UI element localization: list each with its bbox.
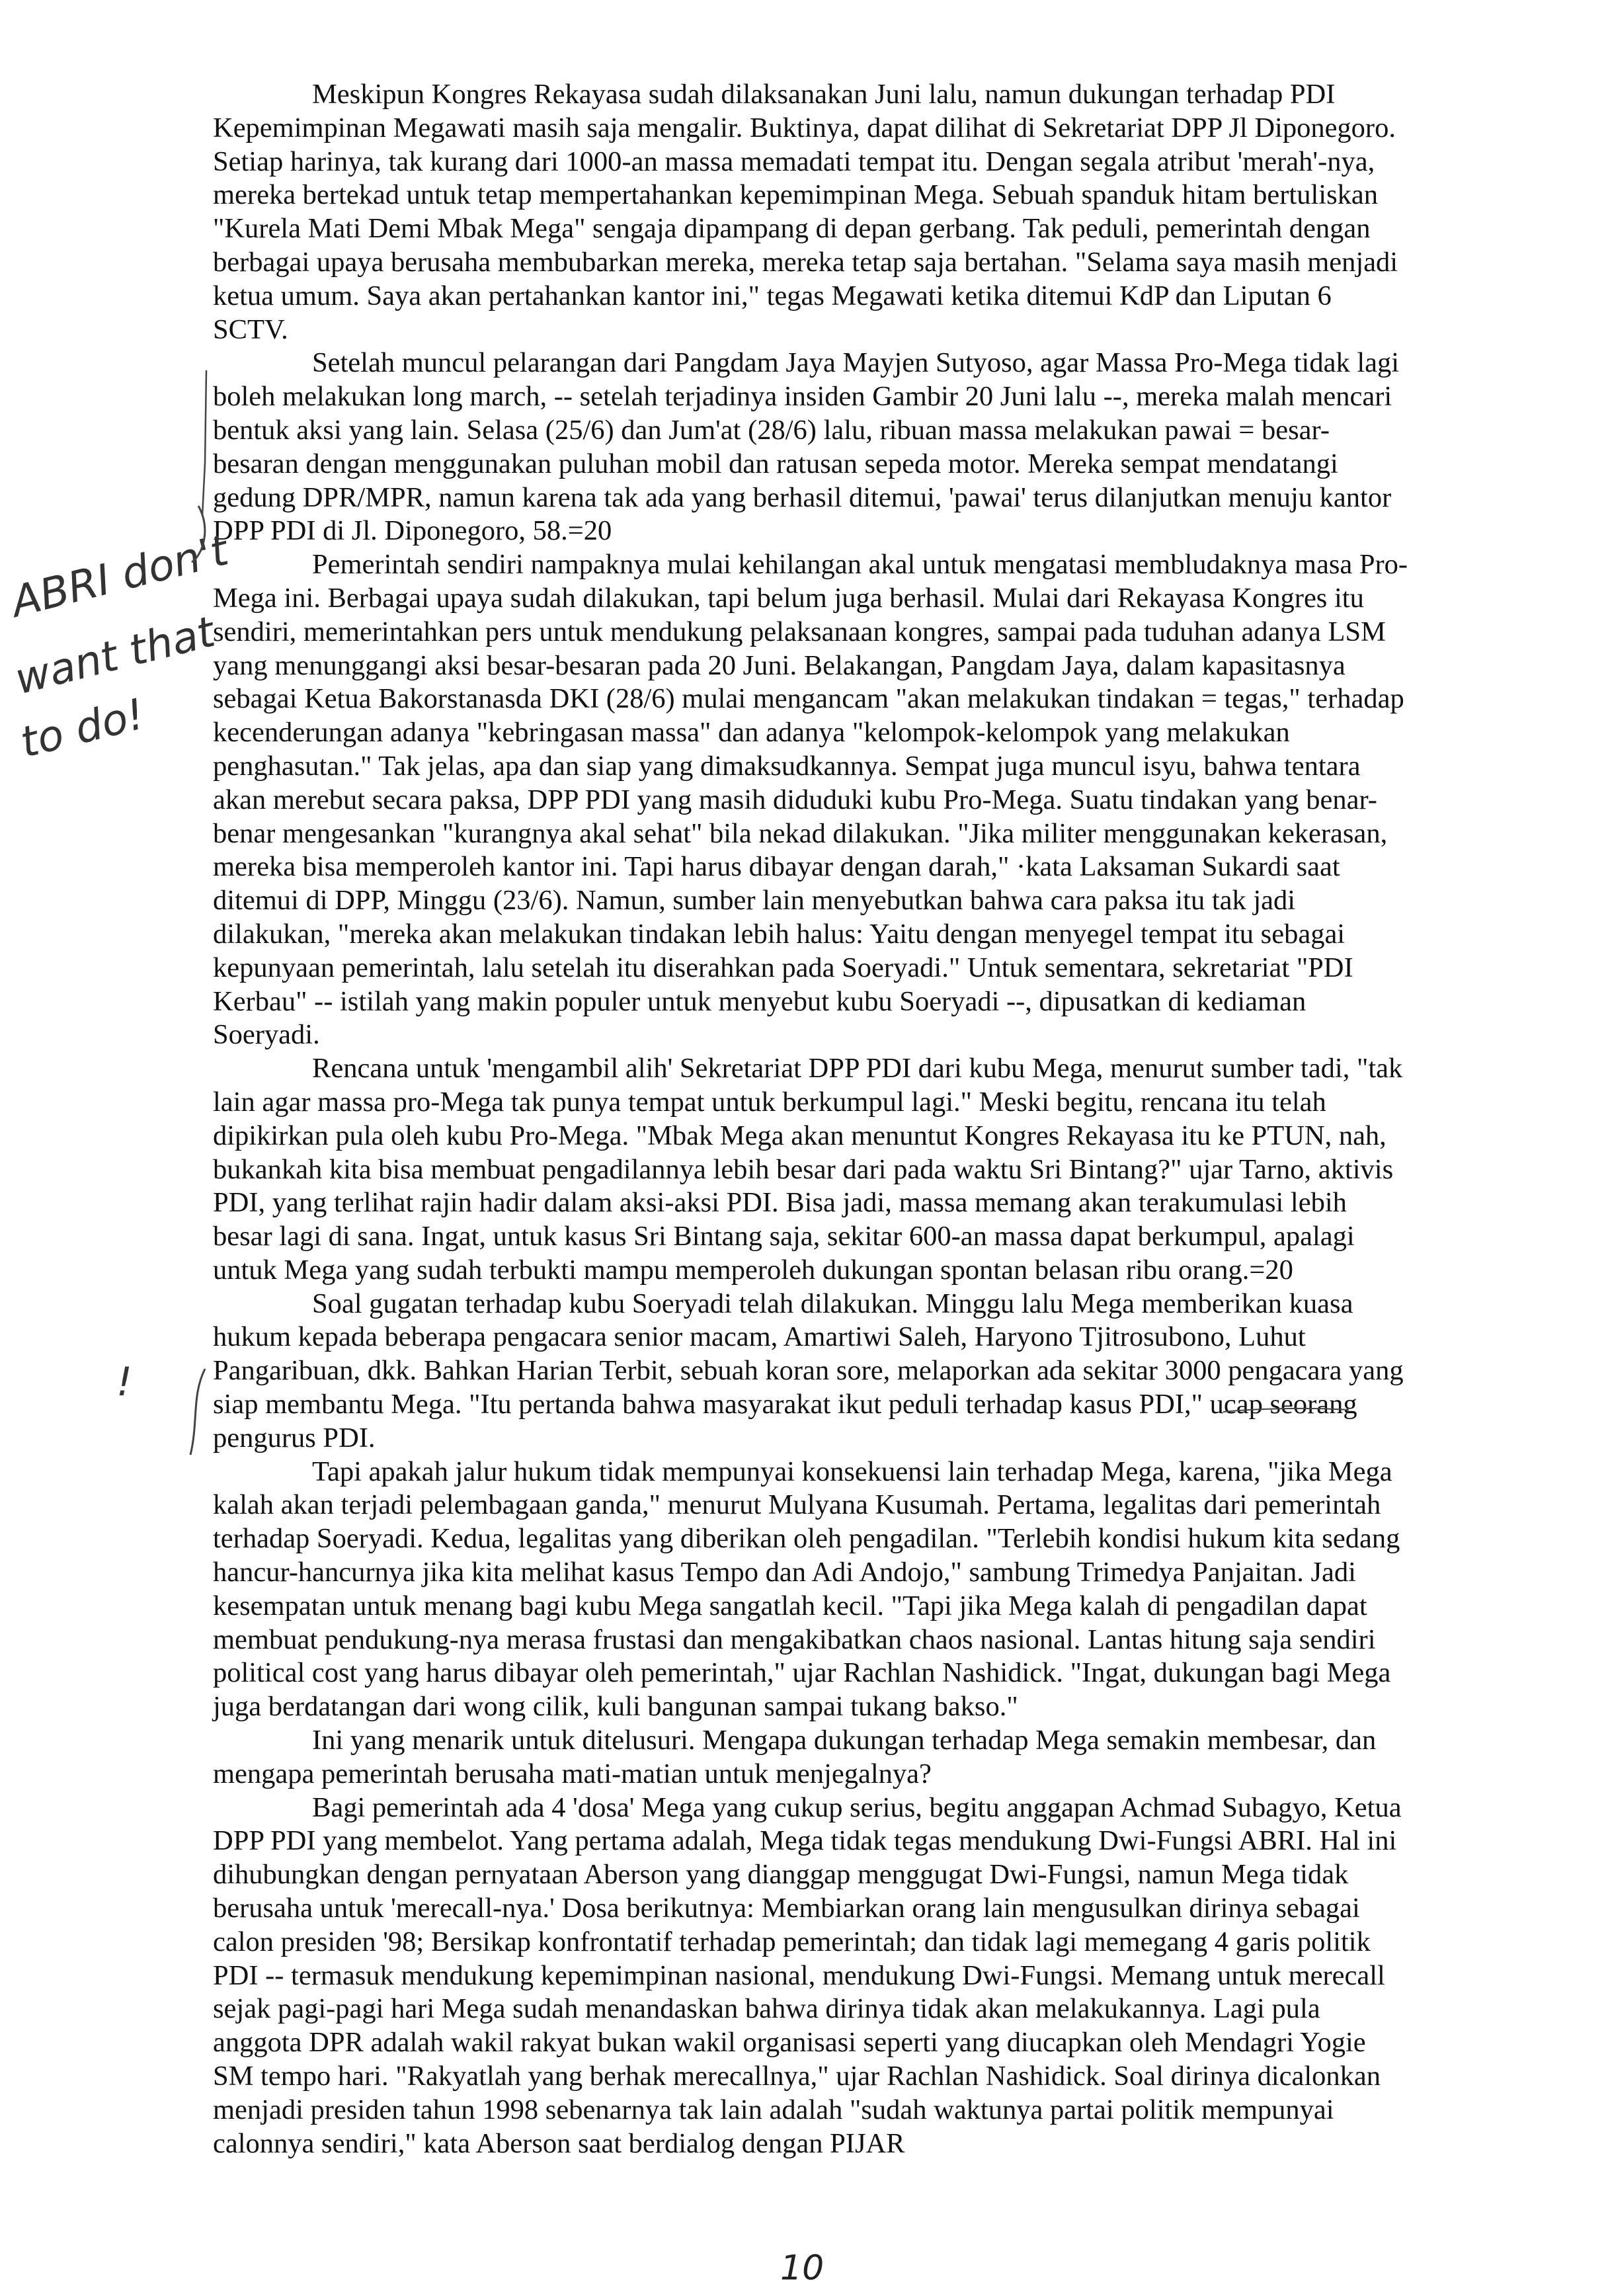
handwritten-note-line-2: want that (10, 607, 220, 705)
paragraph-4: Rencana untuk 'mengambil alih' Sekretariat DPP PDI dari kubu Mega, menurut sumber tadi, "tak lain agar massa pro-Mega tak punya tempat untuk berkumpul lagi." Meski begitu, rencana itu telah dipikirkan pula oleh kubu Pro-Mega. "Mbak Mega akan menuntut Kongres Rekayasa itu ke PTUN, nah, bukankah kita bisa membuat pengadilannya lebih besar dari pada waktu Sri Bintang?" ujar Tarno, aktivis PDI, yang terlihat rajin hadir dalam aksi-aksi PDI. Bisa jadi, massa memang akan terakumulasi lebih besar lagi di sana. Ingat, untuk kasus Sri Bintang saja, sekitar 600-an massa dapat berkumpul, apalagi untuk Mega yang sudah terbukti mampu memperoleh dukungan spontan belasan ribu orang.=20 (213, 1053, 1403, 1286)
paragraph-1: Meskipun Kongres Rekayasa sudah dilaksanakan Juni lalu, namun dukungan terhadap PDI Kepemimpinan Megawati masih saja mengalir. Buktinya, dapat dilihat di Sekretariat DPP Jl Diponegoro. Setiap harinya, tak kurang dari 1000-an massa memadati tempat itu. Dengan segala atribut 'merah'-nya, mereka bertekad untuk tetap mempertahankan kepemimpinan Mega. Sebuah spanduk hitam bertuliskan "Kurela Mati Demi Mbak Mega" sengaja dipampang di depan gerbang. Tak peduli, pemerintah dengan berbagai upaya berusaha membubarkan mereka, mereka tetap saja bertahan. "Selama saya masih menjadi ketua umum. Saya akan pertahankan kantor ini," tegas Megawati ketika ditemui KdP dan Liputan 6 SCTV. (213, 79, 1398, 345)
paragraph-5: Soal gugatan terhadap kubu Soeryadi telah dilakukan. Minggu lalu Mega memberikan kuasa hukum kepada beberapa pengacara senior macam, Amartiwi Saleh, Haryono Tjitrosubono, Luhut Pangaribuan, dkk. Bahkan Harian Terbit, sebuah koran sore, melaporkan ada sekitar 3000 pengacara yang siap membantu Mega. "Itu pertanda bahwa masyarakat ikut peduli terhadap kasus PDI," ucap seorang pengurus PDI. (213, 1288, 1404, 1454)
margin-bracket-curl (192, 506, 205, 562)
paragraph-2: Setelah muncul pelarangan dari Pangdam Jaya Mayjen Sutyoso, agar Massa Pro-Mega tidak lagi boleh melakukan long march, -- setelah terjadinya insiden Gambir 20 Juni lalu --, mereka malah mencari bentuk aksi yang lain. Selasa (25/6) dan Jum'at (28/6) lalu, ribuan massa melakukan pawai = besar-besaran dengan menggunakan puluhan mobil dan ratusan sepeda motor. Mereka sempat mendatangi gedung DPR/MPR, namun karena tak ada yang berhasil ditemui, 'pawai' terus dilanjutkan menuju kantor DPP PDI di Jl. Diponegoro, 58.=20 (213, 347, 1400, 547)
page-number: 10 (780, 2248, 824, 2288)
margin-exclamation: ! (116, 1359, 133, 1405)
handwritten-note-line-1: ABRI don't (7, 526, 233, 628)
paragraph-8: Bagi pemerintah ada 4 'dosa' Mega yang cukup serius, begitu anggapan Achmad Subagyo, Ketua DPP PDI yang membelot. Yang pertama adalah, Mega tidak tegas mendukung Dwi-Fungsi ABRI. Hal ini dihubungkan dengan pernyataan Aberson yang dianggap menggugat Dwi-Fungsi, namun Mega tidak berusaha untuk 'merecall-nya.' Dosa berikutnya: Membiarkan orang lain mengusulkan dirinya sebagai calon presiden '98; Bersikap konfrontatif terhadap pemerintah; dan tidak lagi memegang 4 garis politik PDI -- termasuk mendukung kepemimpinan nasional, mendukung Dwi-Fungsi. Memang untuk merecall sejak pagi-pagi hari Mega sudah menandaskan bahwa dirinya tidak akan melakukannya. Lagi pula anggota DPR adalah wakil rakyat bukan wakil organisasi seperti yang diucapkan oleh Mendagri Yogie SM tempo hari. "Rakyatlah yang berhak merecallnya," ujar Rachlan Nashidick. Soal dirinya dicalonkan menjadi presiden tahun 1998 sebenarnya tak lain adalah "sudah waktunya partai politik mempunyai calonnya sendiri," kata Aberson saat berdialog dengan PIJAR (213, 1791, 1402, 2159)
pen-underline (1223, 1409, 1349, 1412)
paragraph-6: Tapi apakah jalur hukum tidak mempunyai konsekuensi lain terhadap Mega, karena, "jika Mega kalah akan terjadi pelembagaan ganda," menurut Mulyana Kusumah. Pertama, legalitas dari pemerintah terhadap Soeryadi. Kedua, legalitas yang diberikan oleh pengadilan. "Terlebih kondisi hukum kita sedang hancur-hancurnya jika kita melihat kasus Tempo dan Adi Andojo," sambung Trimedya Panjaitan. Jadi kesempatan untuk menang bagi kubu Mega sangatlah kecil. "Tapi jika Mega kalah di pengadilan dapat membuat pendukung-nya merasa frustasi dan mengakibatkan chaos nasional. Lantas hitung saja sendiri political cost yang harus dibayar oleh pemerintah," ujar Rachlan Nashidick. "Ingat, dukungan bagi Mega juga berdatangan dari wong cilik, kuli bangunan sampai tukang bakso." (213, 1456, 1400, 1723)
margin-bracket-line (202, 370, 206, 516)
margin-bracket-lower (190, 1369, 205, 1455)
paragraph-7: Ini yang menarik untuk ditelusuri. Mengapa dukungan terhadap Mega semakin membesar, dan mengapa pemerintah berusaha mati-matian untuk menjegalnya? (213, 1725, 1377, 1789)
handwritten-note-line-3: to do! (15, 690, 150, 768)
paragraph-3: Pemerintah sendiri nampaknya mulai kehilangan akal untuk mengatasi membludaknya masa Pro-Mega ini. Berbagai upaya sudah dilakukan, tapi belum juga berhasil. Mulai dari Rekayasa Kongres itu sendiri, memerintahkan pers untuk mendukung pelaksanaan kongres, sampai pada tuduhan adanya LSM yang menunggangi aksi besar-besaran pada 20 Juni. Belakangan, Pangdam Jaya, dalam kapasitasnya sebagai Ketua Bakorstanasda DKI (28/6) mulai mengancam "akan melakukan tindakan = tegas," terhadap kecenderungan adanya "kebringasan massa" dan adanya "kelompok-kelompok yang melakukan penghasutan." Tak jelas, apa dan siap yang dimaksudkannya. Sempat juga muncul isyu, bahwa tentara akan merebut secara paksa, DPP PDI yang masih diduduki kubu Pro-Mega. Suatu tindakan yang benar-benar mengesankan "kurangnya akal sehat" bila nekad dilakukan. "Jika militer menggunakan kekerasan, mereka bisa memperoleh kantor ini. Tapi harus dibayar dengan darah," ·kata Laksaman Sukardi saat ditemui di DPP, Minggu (23/6). Namun, sumber lain menyebutkan bahwa cara paksa itu tak jadi dilakukan, "mereka akan melakukan tindakan lebih halus: Yaitu dengan menyegel tempat itu sebagai kepunyaan pemerintah, lalu setelah itu diserahkan pada Soeryadi." Untuk sementara, sekretariat "PDI Kerbau" -- istilah yang makin populer untuk menyebut kubu Soeryadi --, dipusatkan di kediaman Soeryadi. (213, 549, 1408, 1051)
